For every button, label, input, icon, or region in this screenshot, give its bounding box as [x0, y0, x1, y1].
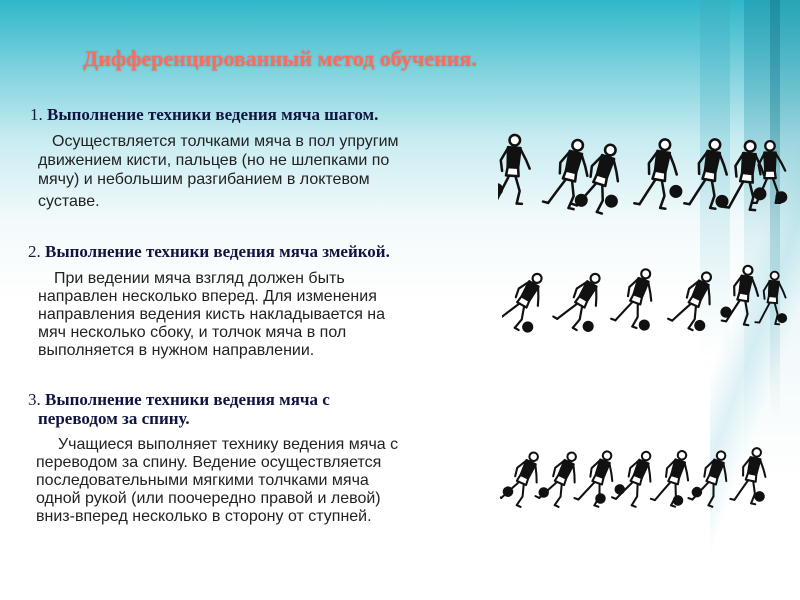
text-line: мяч несколько сбоку, и толчок мяча в пол — [38, 324, 347, 341]
basketball-dribbling-behind-back-sequence-icon — [500, 438, 790, 518]
text-line: переводом за спину. Ведение осуществляется — [36, 454, 382, 471]
section-number: 2. — [28, 242, 41, 261]
section-2-heading — [28, 242, 390, 261]
text-line: Учащиеся выполняет технику ведения мяча с — [58, 436, 399, 453]
section-heading-text: Выполнение техники ведения мяча шагом. — [47, 105, 379, 124]
section-heading-text: переводом за спину. — [38, 409, 190, 428]
section-heading-text: Выполнение техники ведения мяча с — [45, 390, 330, 409]
player-figure — [720, 263, 763, 326]
basketball-dribbling-zigzag-sequence-icon — [502, 258, 792, 338]
section-number: 3. — [28, 390, 41, 409]
section-2-text — [38, 270, 385, 360]
section-1-text — [38, 132, 399, 211]
player-figure — [498, 134, 532, 205]
slide-title: Дифференцированный метод обучения. — [83, 46, 477, 71]
text-line: последовательными мягкими толчками мяча — [36, 472, 369, 489]
section-3-text — [36, 436, 398, 526]
text-line: направления ведения кисть накладывается на — [38, 306, 386, 323]
basketball-dribbling-walk-sequence-icon — [498, 122, 788, 222]
text-line: движением кисти, пальцев (но не шлепками по — [38, 152, 390, 169]
section-number: 1. — [30, 105, 43, 124]
section-3-heading — [28, 390, 330, 428]
player-figure — [553, 266, 617, 336]
text-line: Осуществляется толчками мяча в пол упругим — [52, 133, 399, 150]
player-figure — [684, 136, 737, 211]
text-line: суставе. — [38, 193, 100, 210]
player-figure — [502, 266, 557, 336]
player-figure — [724, 139, 771, 211]
text-line: одной рукой (или поочередно правой и левой) — [36, 490, 381, 507]
text-line: направлен несколько вперед. Для изменения — [38, 288, 377, 305]
player-figure — [668, 266, 725, 334]
player-figure — [730, 445, 773, 506]
section-heading-text: Выполнение техники ведения мяча змейкой. — [45, 242, 390, 261]
player-figure — [634, 136, 689, 211]
text-line: При ведении мяча взгляд должен быть — [54, 270, 345, 287]
text-line: вниз-вперед несколько в сторону от ступней. — [36, 508, 372, 525]
player-figure — [688, 446, 735, 508]
player-figure — [500, 446, 548, 509]
text-line: мячу) и небольшим разгибанием в локтевом — [38, 171, 370, 188]
section-1-heading — [30, 105, 378, 124]
player-figure — [755, 270, 790, 324]
text-line: выполняется в нужном направлении. — [38, 342, 315, 359]
player-figure — [611, 264, 667, 332]
